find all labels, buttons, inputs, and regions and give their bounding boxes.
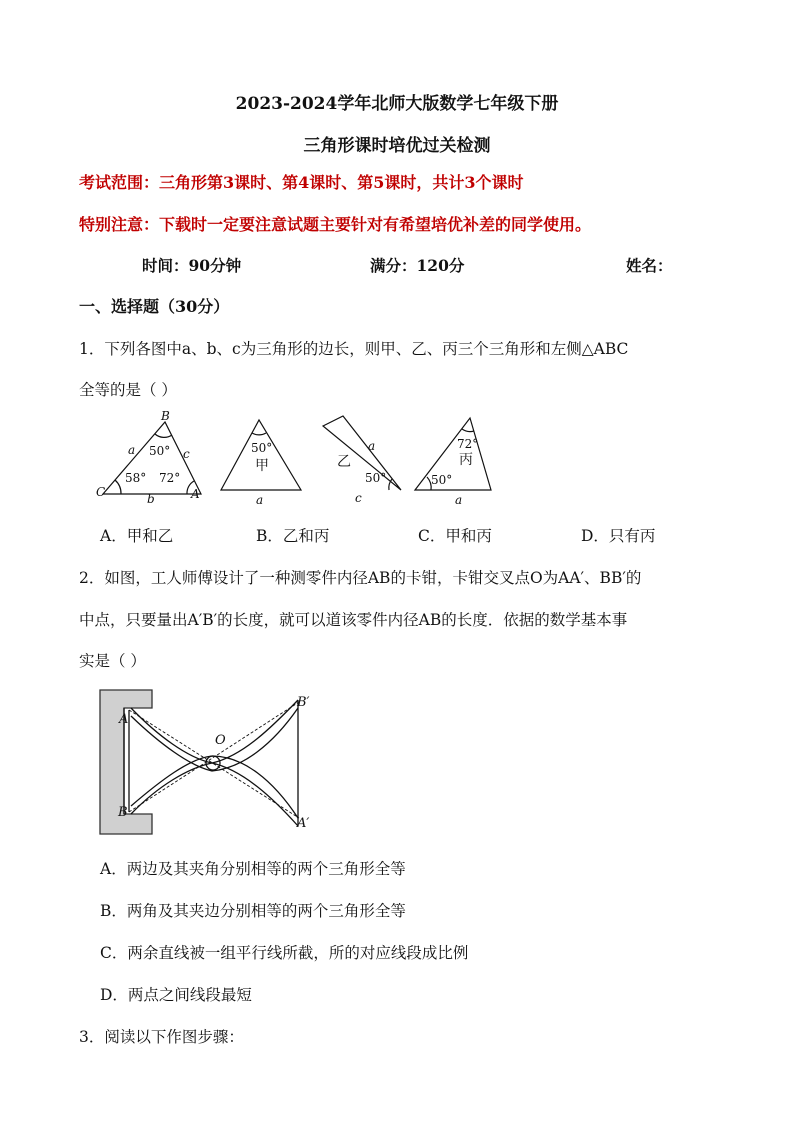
side-a: a — [128, 443, 136, 457]
jia-angle-value: 50° — [251, 441, 273, 455]
angle-c-value: 58° — [125, 471, 147, 485]
q1-option-d[interactable]: D．只有丙 — [581, 527, 656, 545]
jia-angle-arc — [252, 433, 266, 435]
angle-c-arc — [115, 480, 121, 494]
yi-side-a: a — [368, 439, 376, 453]
label-b: B — [161, 409, 170, 423]
caliper-arm-upper — [131, 700, 298, 763]
triangle-jia — [221, 420, 301, 490]
student-name-label: 姓名： — [626, 256, 673, 275]
full-score: 满分：120分 — [370, 256, 465, 275]
label-c: C — [96, 485, 106, 499]
bing-name: 丙 — [459, 452, 473, 468]
caliper-arm-lower-inner — [131, 756, 298, 818]
q1-option-b[interactable]: B．乙和丙 — [256, 527, 330, 545]
document-subtitle: 三角形课时培优过关检测 — [303, 136, 491, 156]
q2-stem-line2: 中点，只要量出A′B′的长度，就可以道该零件内径AB的长度．依据的数学基本事 — [79, 611, 628, 629]
bing-top-angle-arc — [462, 429, 474, 432]
side-c: c — [183, 447, 190, 461]
q1-stem-line1: 1．下列各图中a、b、c为三角形的边长，则甲、乙、丙三个三角形和左侧△ABC — [79, 340, 629, 358]
triangle-yi — [323, 416, 401, 490]
q3-stem-line1: 3．阅读以下作图步骤： — [79, 1028, 244, 1046]
bing-top-angle-value: 72° — [457, 437, 479, 451]
dashed-b-b-prime — [129, 702, 299, 812]
exam-scope: 考试范围：三角形第3课时、第4课时、第5课时，共计3个课时 — [79, 173, 524, 192]
q2-stem-line3: 实是（ ） — [79, 652, 146, 670]
section-title: 一、选择题（30分） — [79, 297, 230, 316]
q1-option-a[interactable]: A．甲和乙 — [100, 527, 174, 545]
q1-figure — [95, 408, 505, 508]
label-b-prime: B′ — [297, 695, 310, 710]
angle-b-arc — [155, 434, 172, 437]
document-title: 2023-2024学年北师大版数学七年级下册 — [235, 94, 559, 114]
yi-angle-value: 50° — [365, 471, 387, 485]
q2-option-d[interactable]: D．两点之间线段最短 — [100, 986, 252, 1004]
bing-side-a: a — [455, 493, 463, 507]
label-b: B — [118, 805, 128, 820]
yi-side-c: c — [355, 491, 362, 505]
q2-stem-line1: 2．如图，工人师傅设计了一种测零件内径AB的卡钳，卡钳交叉点O为AA′、BB′的 — [79, 569, 642, 587]
special-notice: 特别注意：下载时一定要注意试题主要针对有希望培优补差的同学使用。 — [79, 215, 592, 234]
q2-caliper-figure — [98, 686, 323, 840]
label-a: A — [191, 487, 200, 501]
yi-name: 乙 — [337, 454, 351, 470]
jia-name: 甲 — [255, 458, 269, 474]
label-o: O — [215, 733, 226, 748]
q2-option-c[interactable]: C．两余直线被一组平行线所截，所的对应线段成比例 — [100, 944, 469, 962]
exam-time: 时间：90分钟 — [142, 256, 242, 275]
q1-stem-line2: 全等的是（ ） — [79, 381, 177, 399]
triangle-bing — [415, 418, 491, 490]
q1-option-c[interactable]: C．甲和丙 — [418, 527, 492, 545]
side-b: b — [147, 492, 155, 506]
jia-side-a: a — [256, 493, 264, 507]
label-a-prime: A′ — [297, 816, 310, 831]
bing-left-angle-value: 50° — [431, 473, 453, 487]
angle-b-value: 50° — [149, 444, 171, 458]
dashed-a-a-prime — [129, 710, 299, 818]
label-a: A — [119, 712, 129, 727]
q2-option-a[interactable]: A．两边及其夹角分别相等的两个三角形全等 — [100, 860, 406, 878]
q2-option-b[interactable]: B．两角及其夹边分别相等的两个三角形全等 — [100, 902, 406, 920]
angle-a-value: 72° — [159, 471, 181, 485]
